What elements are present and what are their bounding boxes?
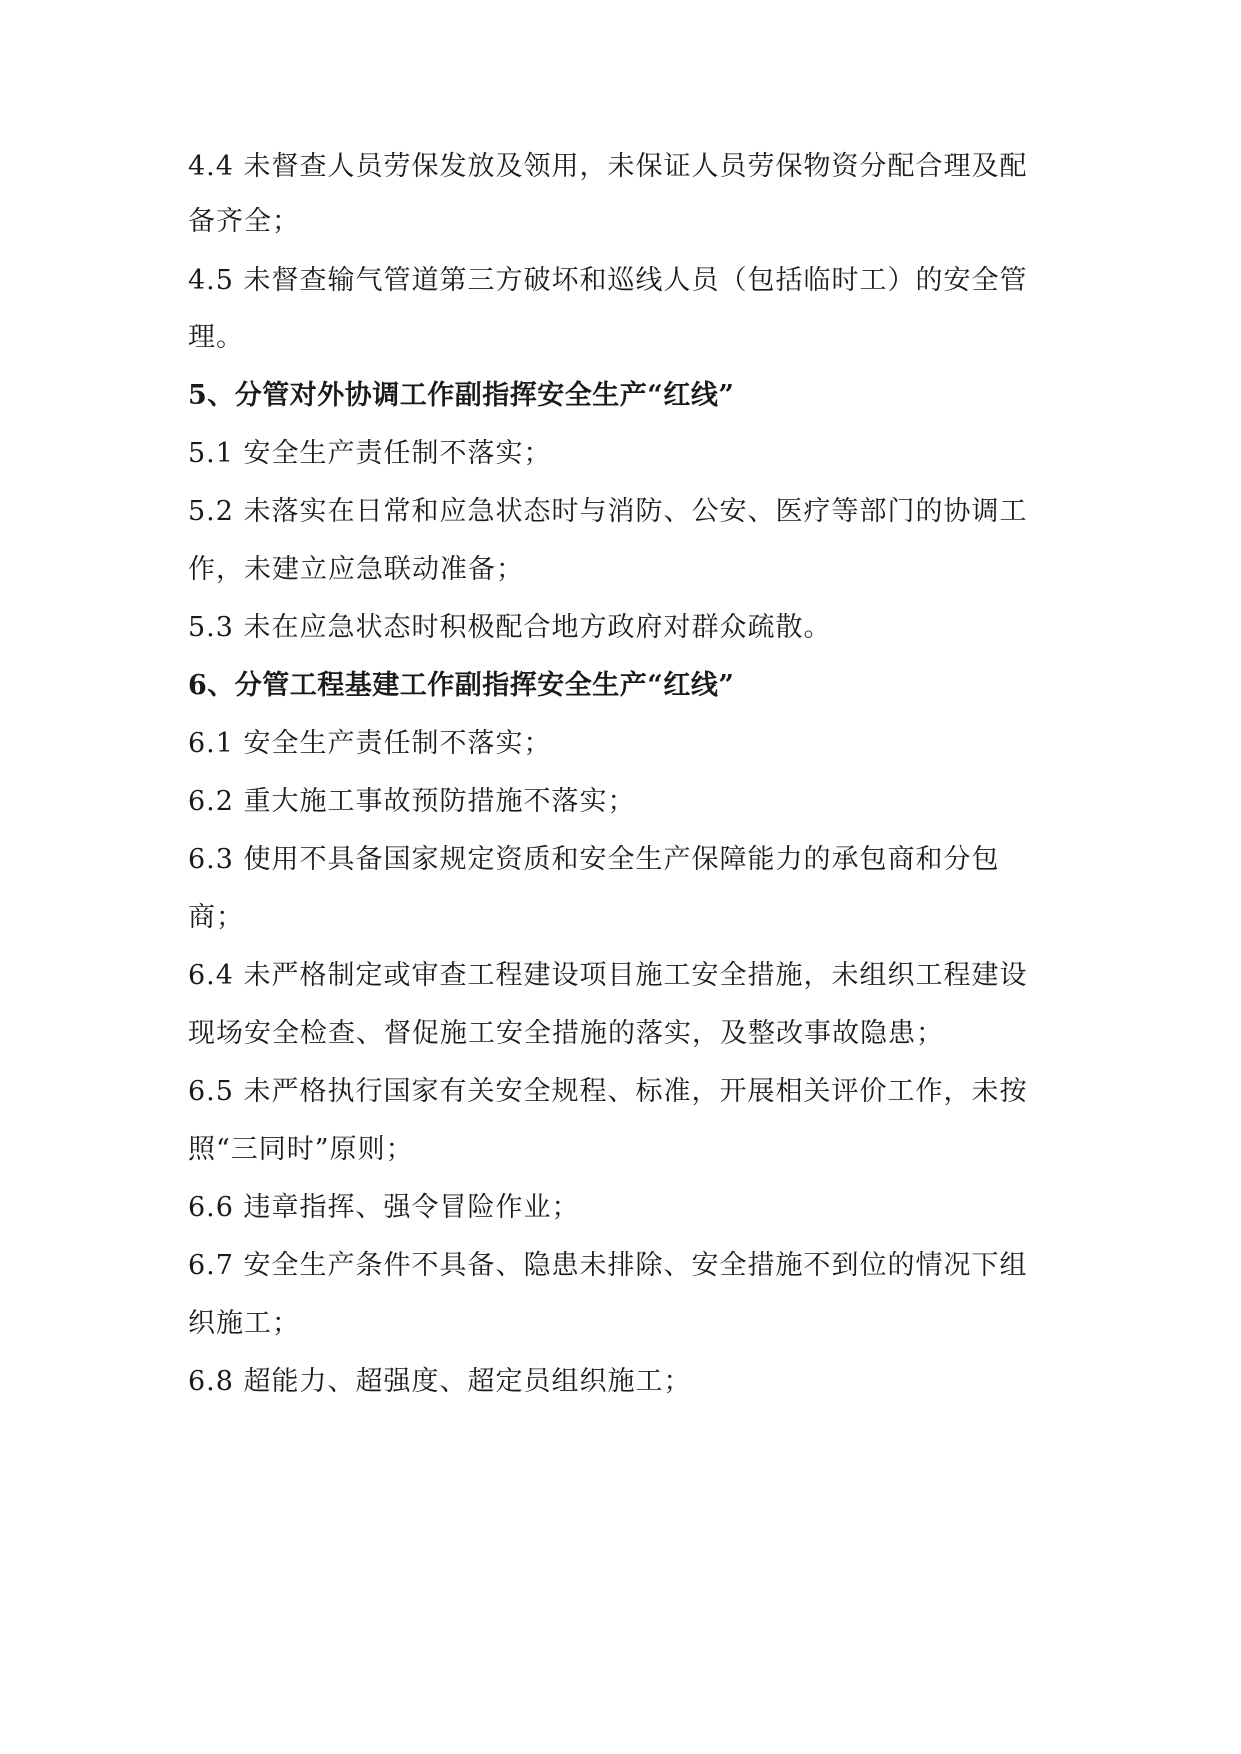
clause-6-2: 6.2 重大施工事故预防措施不落实； xyxy=(188,786,636,817)
clause-6-6: 6.6 违章指挥、强令冒险作业； xyxy=(188,1192,580,1223)
clause-6-4-line-2: 现场安全检查、督促施工安全措施的落实，及整改事故隐患； xyxy=(188,1018,944,1049)
clause-5-2-line-2: 作，未建立应急联动准备； xyxy=(188,554,524,585)
clause-4-4-line-1: 4.4 未督查人员劳保发放及领用，未保证人员劳保物资分配合理及配 xyxy=(188,151,1028,182)
clause-6-7-line-1: 6.7 安全生产条件不具备、隐患未排除、安全措施不到位的情况下组 xyxy=(188,1250,1028,1281)
clause-6-4-line-1: 6.4 未严格制定或审查工程建设项目施工安全措施，未组织工程建设 xyxy=(188,960,1028,991)
clause-6-3-line-2: 商； xyxy=(188,902,244,933)
clause-4-5-line-2: 理。 xyxy=(188,322,244,353)
clause-5-1: 5.1 安全生产责任制不落实； xyxy=(188,438,552,469)
clause-6-8: 6.8 超能力、超强度、超定员组织施工； xyxy=(188,1366,692,1397)
clause-6-3-line-1: 6.3 使用不具备国家规定资质和安全生产保障能力的承包商和分包 xyxy=(188,844,1000,875)
clause-5-2-line-1: 5.2 未落实在日常和应急状态时与消防、公安、医疗等部门的协调工 xyxy=(188,496,1028,527)
clause-6-7-line-2: 织施工； xyxy=(188,1308,300,1339)
section-6-heading: 6、分管工程基建工作副指挥安全生产“红线” xyxy=(188,670,735,701)
section-5-heading: 5、分管对外协调工作副指挥安全生产“红线” xyxy=(188,380,735,411)
clause-6-1: 6.1 安全生产责任制不落实； xyxy=(188,728,552,759)
clause-5-3: 5.3 未在应急状态时积极配合地方政府对群众疏散。 xyxy=(188,612,832,643)
clause-4-5-line-1: 4.5 未督查输气管道第三方破坏和巡线人员（包括临时工）的安全管 xyxy=(188,265,1028,296)
clause-6-5-line-2: 照“三同时”原则； xyxy=(188,1134,414,1165)
clause-4-4-line-2: 备齐全； xyxy=(188,206,300,237)
clause-6-5-line-1: 6.5 未严格执行国家有关安全规程、标准，开展相关评价工作，未按 xyxy=(188,1076,1028,1107)
